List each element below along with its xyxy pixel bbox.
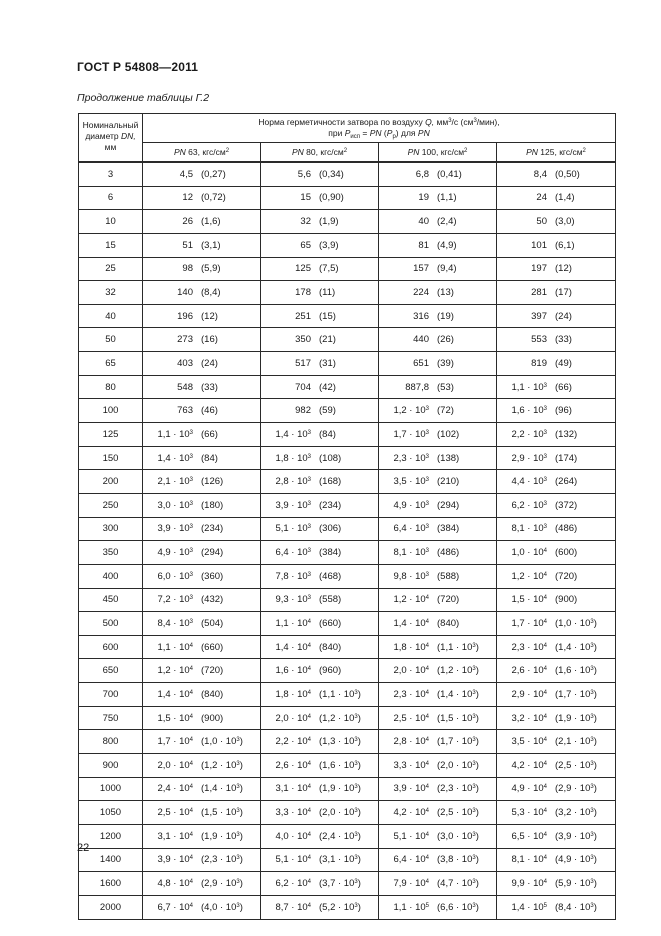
header-nominal-diameter: Номинальный диаметр DN, мм — [79, 114, 143, 163]
cell-leakage-value: $1,5 \cdot 10^4$ (900) — [143, 706, 261, 730]
cell-leakage-value: 763 (46) — [143, 399, 261, 423]
cell-leakage-value: 350 (21) — [261, 328, 379, 352]
cell-dn: 650 — [79, 659, 143, 683]
cell-leakage-value: $1,4 \cdot 10^4$ (840) — [261, 635, 379, 659]
cell-leakage-value: 440 (26) — [379, 328, 497, 352]
cell-leakage-value: $1,1 \cdot 10^5$ $(6,6 \cdot 10^3)$ — [379, 895, 497, 919]
table-row — [79, 257, 616, 281]
cell-leakage-value: $2,0 \cdot 10^4$ $(1,2 \cdot 10^3)$ — [261, 706, 379, 730]
cell-leakage-value: 65 (3,9) — [261, 233, 379, 257]
cell-leakage-value: $2,0 \cdot 10^4$ $(1,2 \cdot 10^3)$ — [143, 754, 261, 778]
cell-leakage-value: $6,4 \cdot 10^3$ (384) — [261, 541, 379, 565]
table-row — [79, 186, 616, 210]
table-row — [79, 162, 616, 186]
table-row — [79, 423, 616, 447]
cell-leakage-value: 651 (39) — [379, 352, 497, 376]
cell-leakage-value: $7,2 \cdot 10^3$ (432) — [143, 588, 261, 612]
cell-leakage-value: $1,2 \cdot 10^4$ (720) — [143, 659, 261, 683]
table-row — [79, 304, 616, 328]
header-pn-column: PN 80, кгс/$см^2$ — [261, 143, 379, 163]
cell-leakage-value: $9,8 \cdot 10^3$ (588) — [379, 564, 497, 588]
cell-leakage-value: 8,4 (0,50) — [497, 162, 616, 186]
cell-leakage-value: $3,5 \cdot 10^4$ $(2,1 \cdot 10^3)$ — [497, 730, 616, 754]
cell-leakage-value: $6,7 \cdot 10^4$ $(4,0 \cdot 10^3)$ — [143, 895, 261, 919]
cell-leakage-value: $1,1 \cdot 10^3$ (66) — [143, 423, 261, 447]
cell-leakage-value: $4,9 \cdot 10^3$ (294) — [379, 493, 497, 517]
cell-dn: 200 — [79, 470, 143, 494]
table-row — [79, 895, 616, 919]
cell-dn: 25 — [79, 257, 143, 281]
cell-leakage-value: $5,1 \cdot 10^3$ (306) — [261, 517, 379, 541]
header-pn-column: PN 63, кгс/$см^2$ — [143, 143, 261, 163]
cell-leakage-value: $1,4 \cdot 10^5$ $(8,4 \cdot 10^3)$ — [497, 895, 616, 919]
cell-leakage-value: 12 (0,72) — [143, 186, 261, 210]
cell-dn: 1200 — [79, 824, 143, 848]
cell-leakage-value: $4,9 \cdot 10^4$ $(2,9 \cdot 10^3)$ — [497, 777, 616, 801]
cell-leakage-value: $5,1 \cdot 10^4$ $(3,1 \cdot 10^3)$ — [261, 848, 379, 872]
table-caption: Продолжение таблицы Г.2 — [77, 92, 210, 104]
leakage-table — [78, 113, 616, 920]
table-row — [79, 352, 616, 376]
table-row — [79, 777, 616, 801]
table-row — [79, 754, 616, 778]
cell-dn: 3 — [79, 162, 143, 186]
cell-leakage-value: $4,2 \cdot 10^4$ $(2,5 \cdot 10^3)$ — [497, 754, 616, 778]
cell-leakage-value: $1,2 \cdot 10^4$ (720) — [379, 588, 497, 612]
cell-leakage-value: 81 (4,9) — [379, 233, 497, 257]
cell-leakage-value: $2,9 \cdot 10^3$ (174) — [497, 446, 616, 470]
cell-dn: 450 — [79, 588, 143, 612]
cell-dn: 750 — [79, 706, 143, 730]
table-row — [79, 517, 616, 541]
cell-leakage-value: 26 (1,6) — [143, 210, 261, 234]
table-row — [79, 541, 616, 565]
cell-leakage-value: $6,2 \cdot 10^4$ $(3,7 \cdot 10^3)$ — [261, 872, 379, 896]
cell-leakage-value: 224 (13) — [379, 281, 497, 305]
cell-dn: 125 — [79, 423, 143, 447]
cell-leakage-value: $3,9 \cdot 10^4$ $(2,3 \cdot 10^3)$ — [379, 777, 497, 801]
cell-dn: 100 — [79, 399, 143, 423]
cell-dn: 15 — [79, 233, 143, 257]
cell-leakage-value: $9,3 \cdot 10^3$ (558) — [261, 588, 379, 612]
cell-leakage-value: 32 (1,9) — [261, 210, 379, 234]
cell-leakage-value: 98 (5,9) — [143, 257, 261, 281]
page-number: 22 — [77, 842, 90, 854]
cell-leakage-value: 251 (15) — [261, 304, 379, 328]
cell-dn: 2000 — [79, 895, 143, 919]
cell-leakage-value: $3,2 \cdot 10^4$ $(1,9 \cdot 10^3)$ — [497, 706, 616, 730]
table-row — [79, 493, 616, 517]
cell-dn: 80 — [79, 375, 143, 399]
cell-leakage-value: $1,2 \cdot 10^4$ (720) — [497, 564, 616, 588]
cell-leakage-value: 15 (0,90) — [261, 186, 379, 210]
cell-leakage-value: 157 (9,4) — [379, 257, 497, 281]
cell-leakage-value: $3,1 \cdot 10^4$ $(1,9 \cdot 10^3)$ — [261, 777, 379, 801]
cell-leakage-value: $3,3 \cdot 10^4$ $(2,0 \cdot 10^3)$ — [379, 754, 497, 778]
cell-leakage-value: $2,1 \cdot 10^3$ (126) — [143, 470, 261, 494]
cell-dn: 250 — [79, 493, 143, 517]
table-row — [79, 281, 616, 305]
cell-leakage-value: 273 (16) — [143, 328, 261, 352]
cell-leakage-value: $1,2 \cdot 10^3$ (72) — [379, 399, 497, 423]
cell-leakage-value: $2,9 \cdot 10^4$ $(1,7 \cdot 10^3)$ — [497, 683, 616, 707]
document-title: ГОСТ Р 54808—2011 — [77, 60, 199, 74]
cell-dn: 700 — [79, 683, 143, 707]
cell-leakage-value: $2,8 \cdot 10^3$ (168) — [261, 470, 379, 494]
cell-leakage-value: 819 (49) — [497, 352, 616, 376]
cell-leakage-value: $2,6 \cdot 10^4$ $(1,6 \cdot 10^3)$ — [261, 754, 379, 778]
cell-leakage-value: $3,0 \cdot 10^3$ (180) — [143, 493, 261, 517]
cell-leakage-value: $1,8 \cdot 10^3$ (108) — [261, 446, 379, 470]
cell-leakage-value: $3,9 \cdot 10^3$ (234) — [143, 517, 261, 541]
cell-dn: 10 — [79, 210, 143, 234]
table-row — [79, 446, 616, 470]
table-row — [79, 588, 616, 612]
cell-leakage-value: 281 (17) — [497, 281, 616, 305]
cell-leakage-value: $8,1 \cdot 10^4$ $(4,9 \cdot 10^3)$ — [497, 848, 616, 872]
cell-leakage-value: $1,7 \cdot 10^3$ (102) — [379, 423, 497, 447]
cell-leakage-value: 24 (1,4) — [497, 186, 616, 210]
cell-leakage-value: $3,5 \cdot 10^3$ (210) — [379, 470, 497, 494]
cell-dn: 300 — [79, 517, 143, 541]
table-row — [79, 730, 616, 754]
cell-leakage-value: 40 (2,4) — [379, 210, 497, 234]
cell-leakage-value: 125 (7,5) — [261, 257, 379, 281]
cell-dn: 1400 — [79, 848, 143, 872]
cell-leakage-value: 887,8 (53) — [379, 375, 497, 399]
cell-leakage-value: 397 (24) — [497, 304, 616, 328]
cell-leakage-value: $1,6 \cdot 10^3$ (96) — [497, 399, 616, 423]
cell-leakage-value: 4,5 (0,27) — [143, 162, 261, 186]
cell-leakage-value: $5,1 \cdot 10^4$ $(3,0 \cdot 10^3)$ — [379, 824, 497, 848]
cell-leakage-value: $4,9 \cdot 10^3$ (294) — [143, 541, 261, 565]
cell-leakage-value: 553 (33) — [497, 328, 616, 352]
header-pn-column: PN 125, кгс/$см^2$ — [497, 143, 616, 163]
cell-leakage-value: $4,2 \cdot 10^4$ $(2,5 \cdot 10^3)$ — [379, 801, 497, 825]
cell-leakage-value: 548 (33) — [143, 375, 261, 399]
cell-leakage-value: 140 (8,4) — [143, 281, 261, 305]
cell-dn: 32 — [79, 281, 143, 305]
table-row — [79, 848, 616, 872]
cell-leakage-value: 196 (12) — [143, 304, 261, 328]
cell-leakage-value: $6,4 \cdot 10^4$ $(3,8 \cdot 10^3)$ — [379, 848, 497, 872]
cell-leakage-value: $6,2 \cdot 10^3$ (372) — [497, 493, 616, 517]
cell-leakage-value: $1,7 \cdot 10^4$ $(1,0 \cdot 10^3)$ — [497, 612, 616, 636]
cell-dn: 350 — [79, 541, 143, 565]
table-row — [79, 470, 616, 494]
cell-leakage-value: 101 (6,1) — [497, 233, 616, 257]
cell-dn: 1050 — [79, 801, 143, 825]
cell-leakage-value: $1,0 \cdot 10^4$ (600) — [497, 541, 616, 565]
cell-leakage-value: 6,8 (0,41) — [379, 162, 497, 186]
cell-dn: 150 — [79, 446, 143, 470]
header-pn-column: PN 100, кгс/$см^2$ — [379, 143, 497, 163]
cell-leakage-value: $1,4 \cdot 10^3$ (84) — [261, 423, 379, 447]
cell-leakage-value: $2,3 \cdot 10^4$ $(1,4 \cdot 10^3)$ — [497, 635, 616, 659]
cell-leakage-value: $3,9 \cdot 10^4$ $(2,3 \cdot 10^3)$ — [143, 848, 261, 872]
cell-leakage-value: $8,7 \cdot 10^4$ $(5,2 \cdot 10^3)$ — [261, 895, 379, 919]
cell-leakage-value: $3,9 \cdot 10^3$ (234) — [261, 493, 379, 517]
table-row — [79, 683, 616, 707]
cell-leakage-value: $1,1 \cdot 10^4$ (660) — [261, 612, 379, 636]
table-row — [79, 399, 616, 423]
cell-leakage-value: $7,8 \cdot 10^3$ (468) — [261, 564, 379, 588]
cell-dn: 40 — [79, 304, 143, 328]
table-row — [79, 635, 616, 659]
table-row — [79, 210, 616, 234]
cell-leakage-value: $4,0 \cdot 10^4$ $(2,4 \cdot 10^3)$ — [261, 824, 379, 848]
cell-leakage-value: $1,1 \cdot 10^3$ (66) — [497, 375, 616, 399]
cell-leakage-value: $2,3 \cdot 10^4$ $(1,4 \cdot 10^3)$ — [379, 683, 497, 707]
cell-leakage-value: $1,4 \cdot 10^4$ (840) — [143, 683, 261, 707]
table-row — [79, 706, 616, 730]
table-row — [79, 801, 616, 825]
cell-leakage-value: $3,1 \cdot 10^4$ $(1,9 \cdot 10^3)$ — [143, 824, 261, 848]
cell-dn: 1600 — [79, 872, 143, 896]
cell-leakage-value: $9,9 \cdot 10^4$ $(5,9 \cdot 10^3)$ — [497, 872, 616, 896]
cell-leakage-value: $1,5 \cdot 10^4$ (900) — [497, 588, 616, 612]
table-row — [79, 872, 616, 896]
cell-leakage-value: $8,1 \cdot 10^3$ (486) — [379, 541, 497, 565]
cell-leakage-value: 197 (12) — [497, 257, 616, 281]
table-row — [79, 328, 616, 352]
cell-dn: 500 — [79, 612, 143, 636]
cell-leakage-value: $6,0 \cdot 10^3$ (360) — [143, 564, 261, 588]
cell-leakage-value: $1,8 \cdot 10^4$ $(1,1 \cdot 10^3)$ — [261, 683, 379, 707]
cell-leakage-value: 403 (24) — [143, 352, 261, 376]
table-row — [79, 824, 616, 848]
cell-leakage-value: 51 (3,1) — [143, 233, 261, 257]
cell-leakage-value: 5,6 (0,34) — [261, 162, 379, 186]
cell-leakage-value: 517 (31) — [261, 352, 379, 376]
cell-leakage-value: $6,4 \cdot 10^3$ (384) — [379, 517, 497, 541]
cell-leakage-value: $1,4 \cdot 10^4$ (840) — [379, 612, 497, 636]
cell-dn: 65 — [79, 352, 143, 376]
cell-leakage-value: $8,1 \cdot 10^3$ (486) — [497, 517, 616, 541]
cell-dn: 1000 — [79, 777, 143, 801]
cell-leakage-value: $5,3 \cdot 10^4$ $(3,2 \cdot 10^3)$ — [497, 801, 616, 825]
cell-leakage-value: $2,2 \cdot 10^3$ (132) — [497, 423, 616, 447]
cell-leakage-value: $6,5 \cdot 10^4$ $(3,9 \cdot 10^3)$ — [497, 824, 616, 848]
cell-dn: 6 — [79, 186, 143, 210]
cell-leakage-value: 19 (1,1) — [379, 186, 497, 210]
cell-leakage-value: 50 (3,0) — [497, 210, 616, 234]
cell-leakage-value: $4,8 \cdot 10^4$ $(2,9 \cdot 10^3)$ — [143, 872, 261, 896]
table-row — [79, 612, 616, 636]
cell-dn: 50 — [79, 328, 143, 352]
cell-dn: 900 — [79, 754, 143, 778]
cell-leakage-value: $2,4 \cdot 10^4$ $(1,4 \cdot 10^3)$ — [143, 777, 261, 801]
cell-leakage-value: $2,2 \cdot 10^4$ $(1,3 \cdot 10^3)$ — [261, 730, 379, 754]
table-row — [79, 659, 616, 683]
cell-leakage-value: $1,8 \cdot 10^4$ $(1,1 \cdot 10^3)$ — [379, 635, 497, 659]
cell-leakage-value: $1,4 \cdot 10^3$ (84) — [143, 446, 261, 470]
cell-leakage-value: $1,7 \cdot 10^4$ $(1,0 \cdot 10^3)$ — [143, 730, 261, 754]
cell-leakage-value: 704 (42) — [261, 375, 379, 399]
cell-leakage-value: $8,4 \cdot 10^3$ (504) — [143, 612, 261, 636]
cell-leakage-value: $4,4 \cdot 10^3$ (264) — [497, 470, 616, 494]
cell-leakage-value: $1,1 \cdot 10^4$ (660) — [143, 635, 261, 659]
table-row — [79, 564, 616, 588]
cell-leakage-value: $3,3 \cdot 10^4$ $(2,0 \cdot 10^3)$ — [261, 801, 379, 825]
cell-leakage-value: $2,8 \cdot 10^4$ $(1,7 \cdot 10^3)$ — [379, 730, 497, 754]
cell-leakage-value: $2,0 \cdot 10^4$ $(1,2 \cdot 10^3)$ — [379, 659, 497, 683]
cell-leakage-value: $2,3 \cdot 10^3$ (138) — [379, 446, 497, 470]
cell-leakage-value: $2,5 \cdot 10^4$ $(1,5 \cdot 10^3)$ — [379, 706, 497, 730]
cell-leakage-value: $2,6 \cdot 10^4$ $(1,6 \cdot 10^3)$ — [497, 659, 616, 683]
table-row — [79, 375, 616, 399]
table-row — [79, 233, 616, 257]
cell-dn: 600 — [79, 635, 143, 659]
cell-dn: 800 — [79, 730, 143, 754]
cell-dn: 400 — [79, 564, 143, 588]
cell-leakage-value: 982 (59) — [261, 399, 379, 423]
cell-leakage-value: $1,6 \cdot 10^4$ (960) — [261, 659, 379, 683]
cell-leakage-value: $7,9 \cdot 10^4$ $(4,7 \cdot 10^3)$ — [379, 872, 497, 896]
header-leakage-norm: Норма герметичности затвора по воздуху Q, $мм^3/с$ $(см^3/мин)$, при $P_{исп}$ = PN $(P_р)$ для PN — [143, 114, 616, 143]
cell-leakage-value: 178 (11) — [261, 281, 379, 305]
cell-leakage-value: 316 (19) — [379, 304, 497, 328]
cell-leakage-value: $2,5 \cdot 10^4$ $(1,5 \cdot 10^3)$ — [143, 801, 261, 825]
